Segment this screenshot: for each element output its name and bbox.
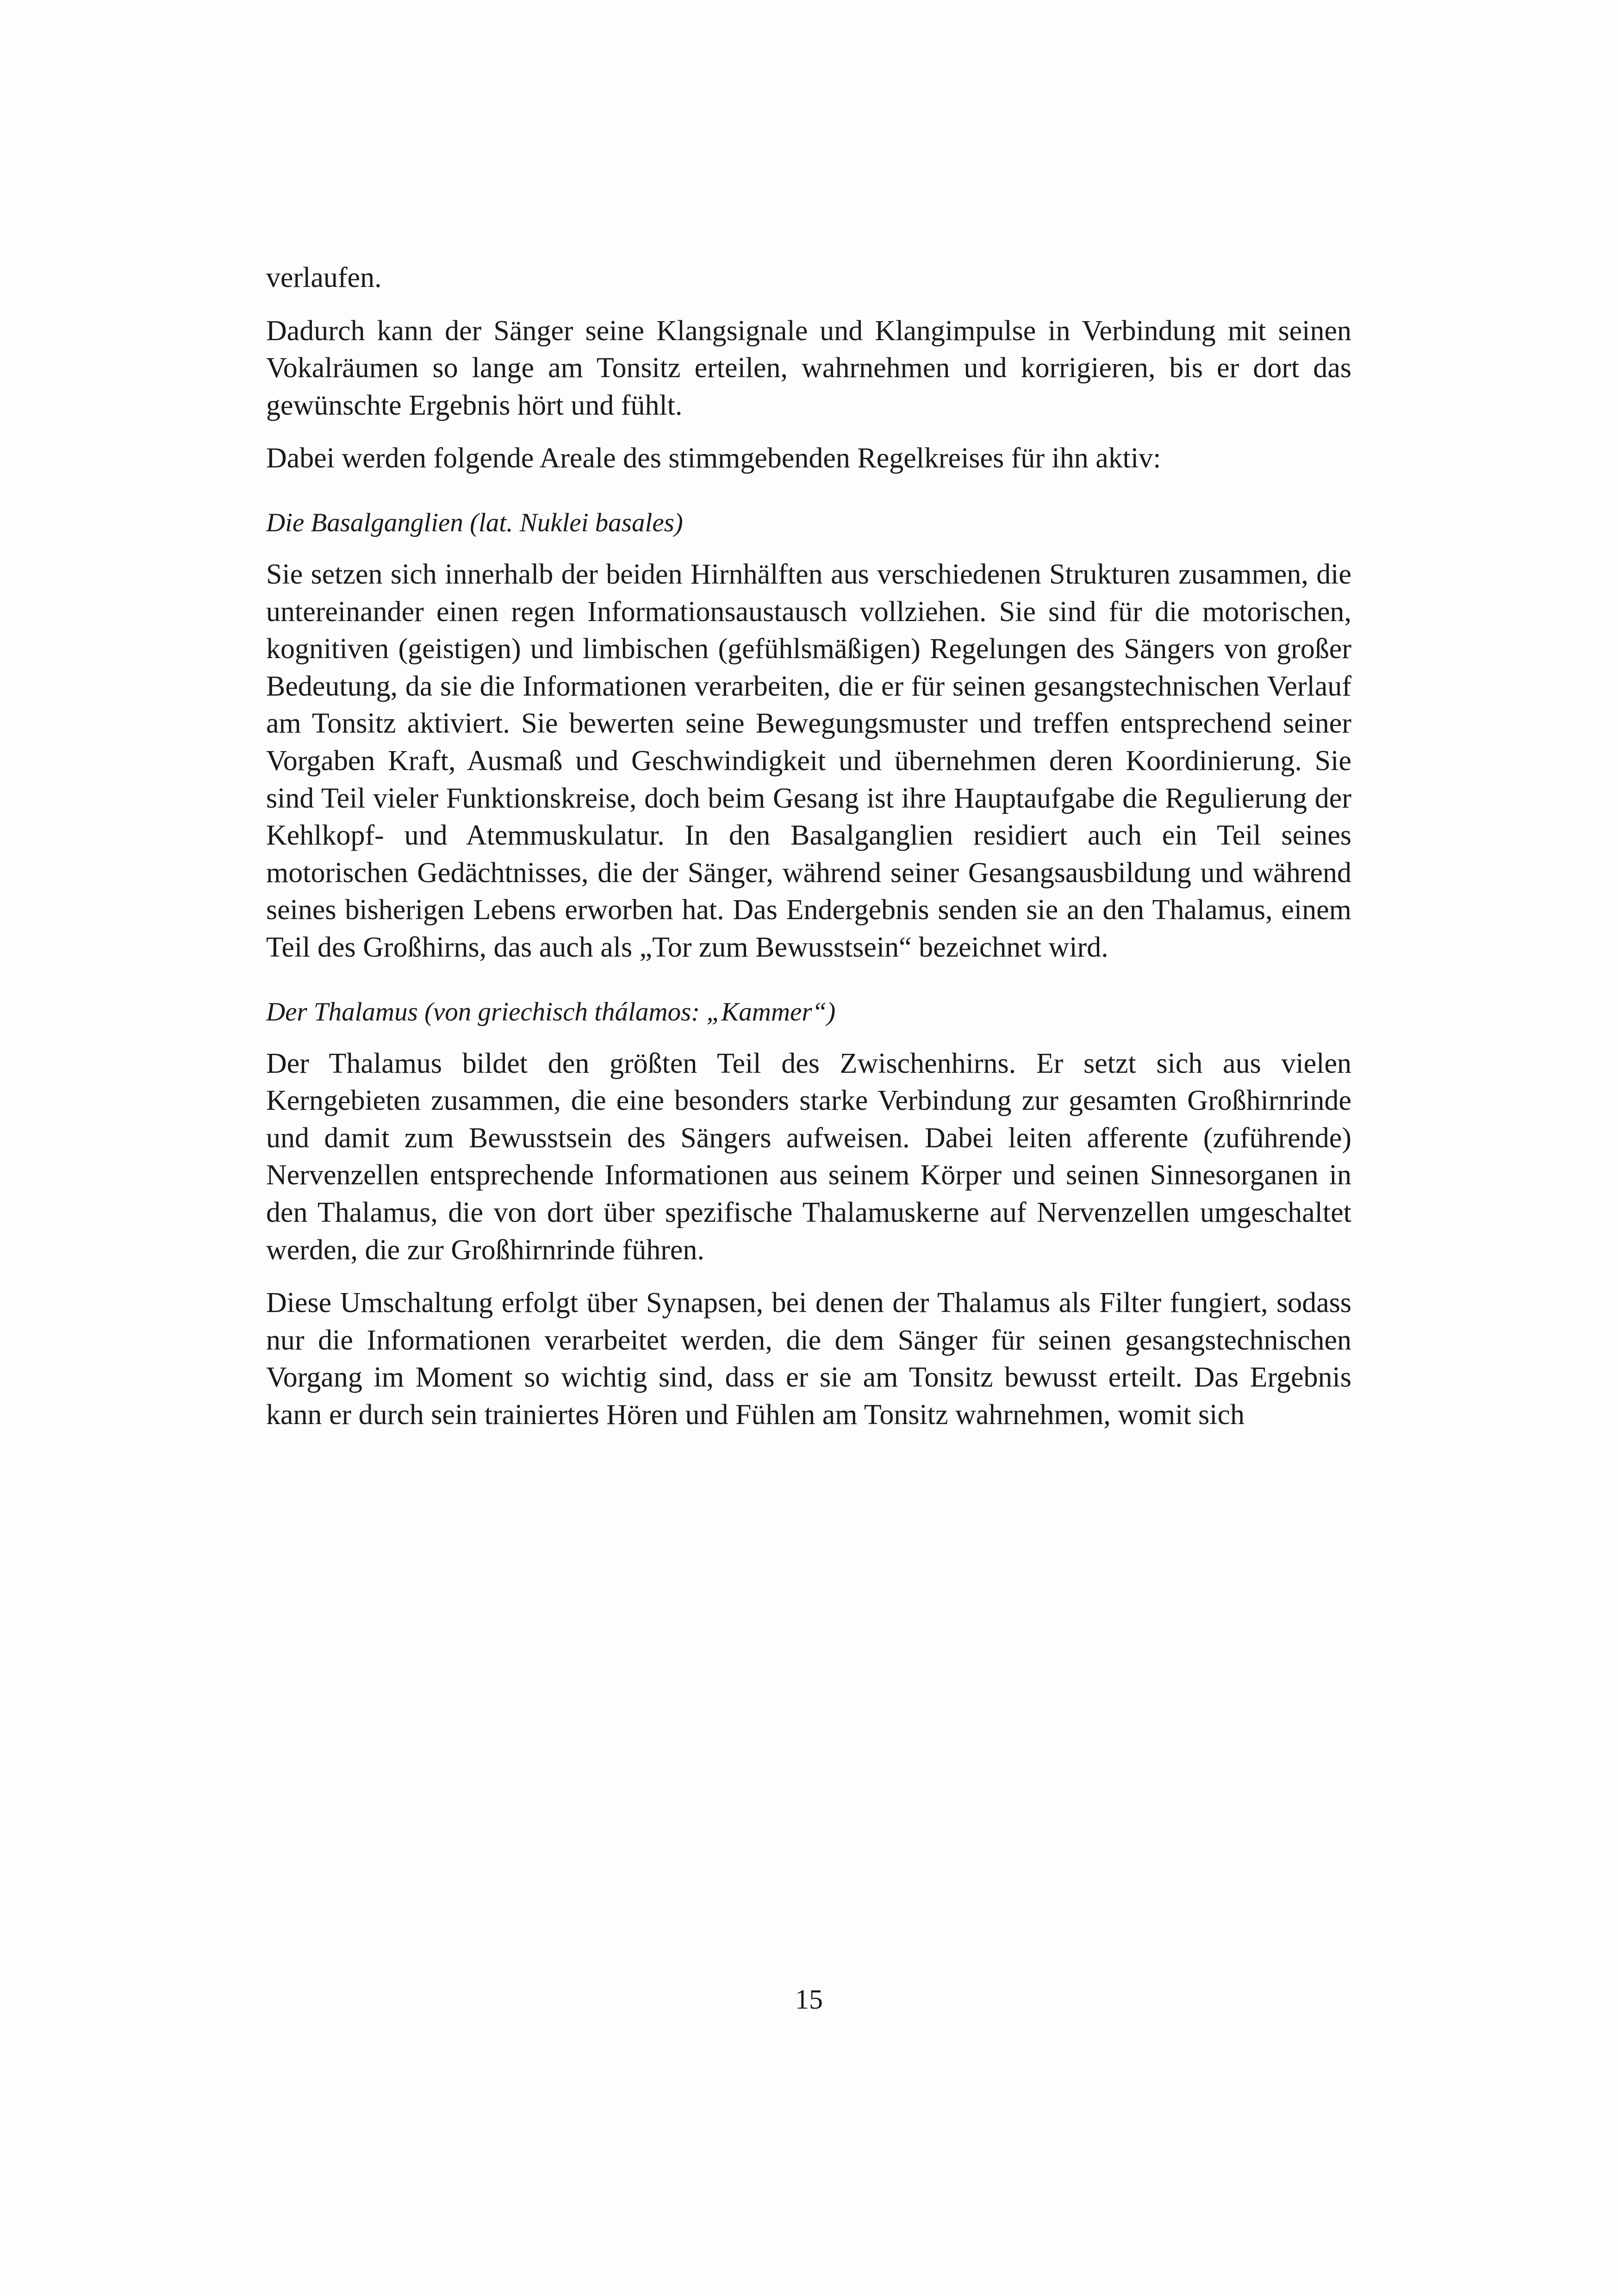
subheading-basalganglien: Die Basalganglien (lat. Nuklei basales) — [266, 508, 683, 537]
paragraph-thalamus-body: Der Thalamus bildet den größten Teil des Zwischenhirns. Er setzt sich aus vielen Kerngebieten zusammen, die eine besonders starke Verbindung zur gesamten Großhirnrinde und damit zum Bewusstsein des Sängers aufweisen. Dabei leiten afferente (zuführende) Nervenzellen entsprechende Informationen aus seinem Körper und seinen Sinnesorganen in den Thalamus, die von dort über spezifische Thalamuskerne auf Nervenzellen umgeschaltet werden, die zur Großhirnrinde führen. — [266, 1047, 1351, 1266]
paragraph-umschaltung: Diese Umschaltung erfolgt über Synapsen, bei denen der Thalamus als Filter fungiert, sodass nur die Informationen verarbeitet werden, die dem Sänger für seinen gesangstechnischen Vorgang im Moment so wichtig sind, dass er sie am Tonsitz bewusst erteilt. Das Ergebnis kann er durch sein trainiertes Hören und Fühlen am Tonsitz wahrnehmen, womit sich — [266, 1287, 1351, 1431]
paragraph-dadurch: Dadurch kann der Sänger seine Klangsignale und Klangimpulse in Verbindung mit seinen Vokalräumen so lange am Tonsitz erteilen, wahrnehmen und korrigieren, bis er dort das gewünschte Ergebnis hört und fühlt. — [266, 315, 1351, 421]
paragraph-dabei-areale: Dabei werden folgende Areale des stimmgebenden Regelkreises für ihn aktiv: — [266, 442, 1161, 474]
page-number: 15 — [795, 1984, 823, 2015]
paragraph-verlaufen: verlaufen. — [266, 262, 382, 293]
paragraph-basalganglien-body: Sie setzen sich innerhalb der beiden Hirnhälften aus verschiedenen Strukturen zusammen, die untereinander einen regen Informationsaustausch vollziehen. Sie sind für die motorischen, kognitiven (geistigen) und limbischen (gefühlsmäßigen) Regelungen des Sängers von großer Bedeutung, da sie die Informationen verarbeiten, die er für seinen gesangstechnischen Verlauf am Tonsitz aktiviert. Sie bewerten seine Bewegungsmuster und treffen entsprechend seiner Vorgaben Kraft, Ausmaß und Geschwindigkeit und übernehmen deren Koordinierung. Sie sind Teil vieler Funktionskreise, doch beim Gesang ist ihre Hauptaufgabe die Regulierung der Kehlkopf- und Atemmuskulatur. In den Basalganglien residiert auch ein Teil seines motorischen Gedächtnisses, die der Sänger, während seiner Gesangsausbildung und während seines bisherigen Lebens erworben hat. Das Endergebnis senden sie an den Thalamus, einem Teil des Großhirns, das auch als „Tor zum Bewusstsein“ bezeichnet wird. — [266, 559, 1351, 963]
text-column — [266, 259, 1351, 1434]
subheading-thalamus: Der Thalamus (von griechisch thálamos: „Kammer“) — [266, 997, 836, 1027]
